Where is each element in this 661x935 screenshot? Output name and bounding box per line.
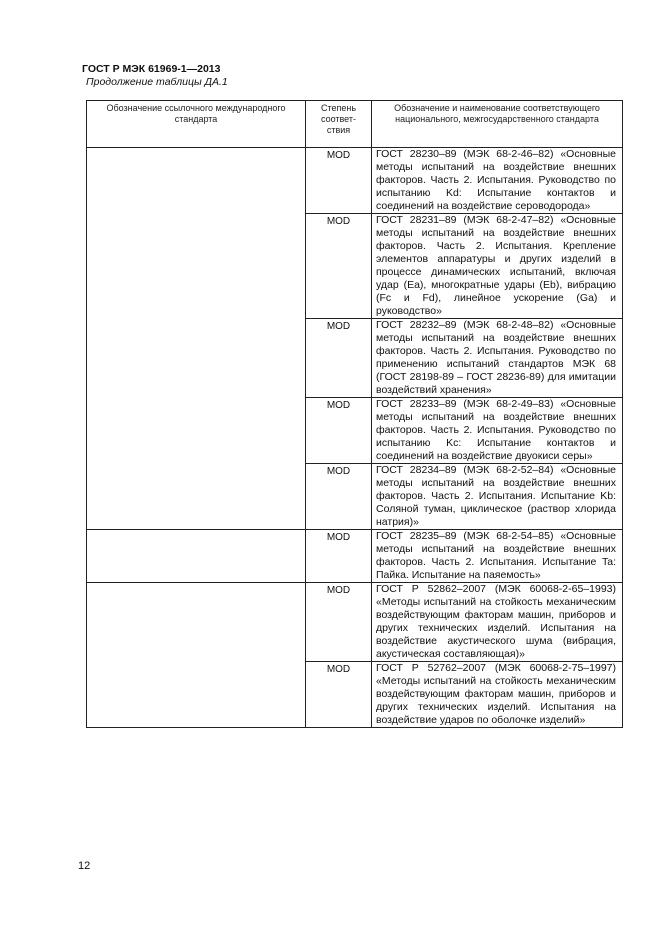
table-continuation-caption: Продолжение таблицы ДА.1 <box>86 76 228 88</box>
national-standard-cell: ГОСТ 28232–89 (МЭК 68-2-48–82) «Основные методы испытаний на воздействие внешних факторов. Часть 2. Испытания. Руководство по применению испытаний стандартов МЭК 68 (ГОСТ 28198-89 – ГОСТ 28236-89) для имитации воздействий хранения» <box>372 319 623 398</box>
degree-cell: MOD <box>306 319 372 398</box>
national-standard-cell: ГОСТ Р 52862–2007 (МЭК 60068-2-65–1993) «Методы испытаний на стойкость механическим воздействующим факторам машин, приборов и других технических изделий. Испытания на воздействие акустического шума (вибрация, акустическая составляющая)» <box>372 583 623 662</box>
degree-cell: MOD <box>306 530 372 583</box>
degree-cell: MOD <box>306 214 372 319</box>
national-standard-cell: ГОСТ 28234–89 (МЭК 68-2-52–84) «Основные методы испытаний на воздействие внешних факторов. Часть 2. Испытания. Испытание Kb: Соляной туман, циклическое (раствор хлорида натрия)» <box>372 464 623 530</box>
document-code: ГОСТ Р МЭК 61969-1—2013 <box>82 63 221 75</box>
table-row <box>87 583 623 662</box>
degree-cell: MOD <box>306 148 372 214</box>
national-standard-cell: ГОСТ Р 52762–2007 (МЭК 60068-2-75–1997) «Методы испытаний на стойкость механическим воздействующим факторам машин, приборов и других технических изделий. Испытания на воздействие ударов по оболочке изделий» <box>372 662 623 728</box>
reference-standard-cell <box>87 583 306 728</box>
degree-cell: MOD <box>306 662 372 728</box>
page-number: 12 <box>78 860 91 872</box>
column-header-national-standard: Обозначение и наименование соответствующего национального, межгосударственного стандарта <box>372 101 623 148</box>
degree-cell: MOD <box>306 583 372 662</box>
column-header-reference-standard: Обозначение ссылочного международного стандарта <box>87 101 306 148</box>
national-standard-cell: ГОСТ 28233–89 (МЭК 68-2-49–83) «Основные методы испытаний на воздействие внешних факторов. Часть 2. Испытания. Руководство по испытанию Kc: Испытание контактов и соединений на воздействие двуокиси серы» <box>372 398 623 464</box>
national-standard-cell: ГОСТ 28230–89 (МЭК 68-2-46–82) «Основные методы испытаний на воздействие внешних факторов. Часть 2. Испытания. Руководство по испытанию Kd: Испытание контактов и соединений на воздействие сероводорода» <box>372 148 623 214</box>
national-standard-cell: ГОСТ 28231–89 (МЭК 68-2-47–82) «Основные методы испытаний на воздействие внешних факторов. Часть 2. Испытания. Крепление элементов аппаратуры и других изделий в процессе динамических испытаний, включая удар (Ea), многократные удары (Eb), вибрацию (Fc и Fd), линейное ускорение (Ga) и руководство» <box>372 214 623 319</box>
column-header-degree: Степень соответ-ствия <box>306 101 372 148</box>
standards-table <box>86 100 623 728</box>
reference-standard-cell <box>87 148 306 530</box>
degree-cell: MOD <box>306 464 372 530</box>
table-row <box>87 148 623 214</box>
table-row <box>87 530 623 583</box>
table-header-row <box>87 101 623 148</box>
reference-standard-cell <box>87 530 306 583</box>
national-standard-cell: ГОСТ 28235–89 (МЭК 68-2-54–85) «Основные методы испытаний на воздействие внешних факторов. Часть 2. Испытания. Испытание Ta: Пайка. Испытание на паяемость» <box>372 530 623 583</box>
degree-cell: MOD <box>306 398 372 464</box>
